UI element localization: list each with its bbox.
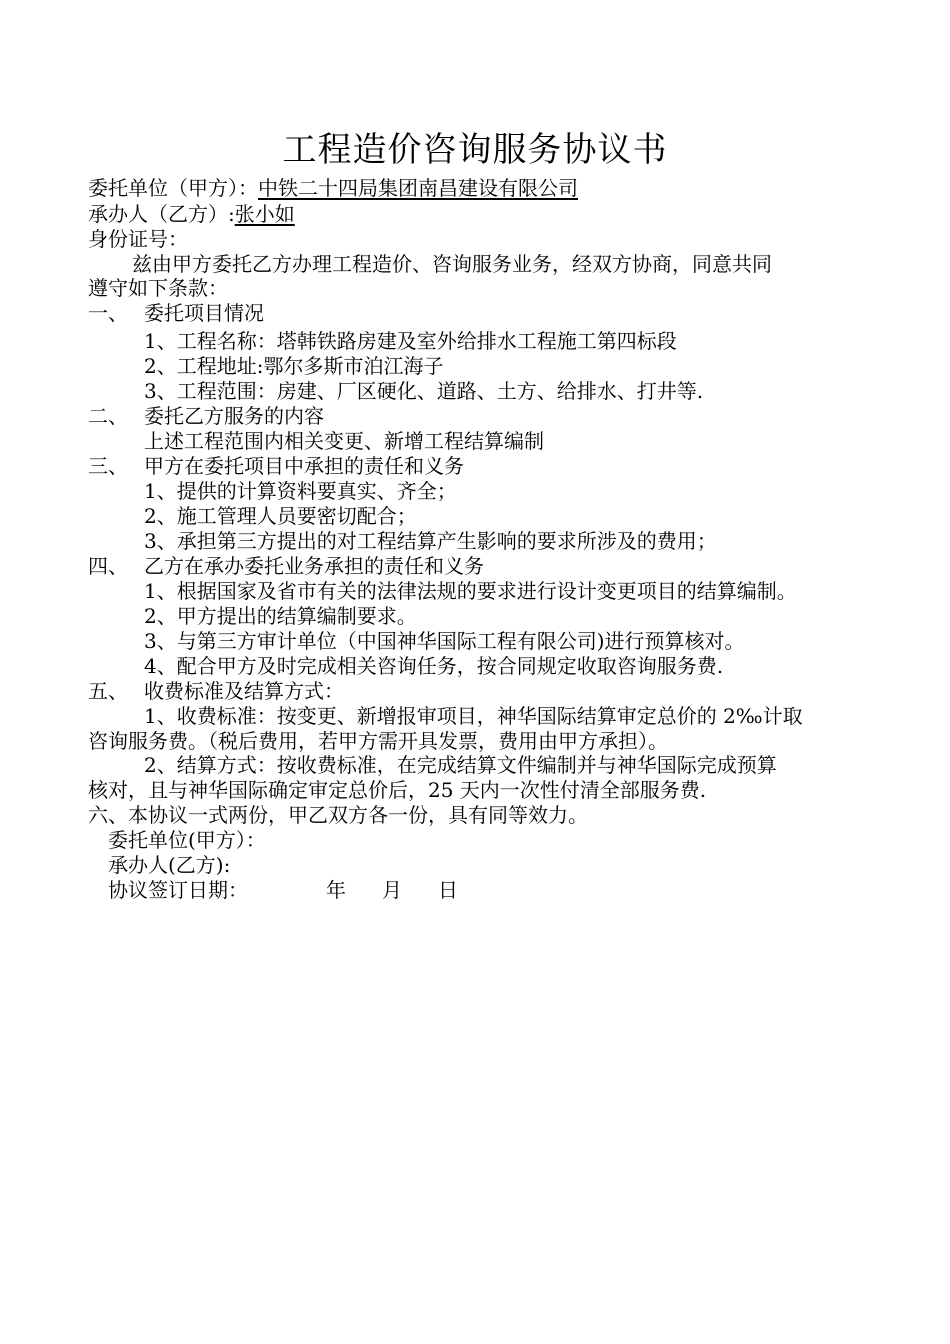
section-3-item-1: 1、提供的计算资料要真实、齐全； (144, 479, 457, 503)
section-5-number: 五、 (88, 679, 128, 703)
date-year: 年 (326, 878, 346, 902)
fee-standard-line-2: 咨询服务费。（税后费用，若甲方需开具发票，费用由甲方承担）。 (88, 729, 668, 753)
client-label: 委托单位（甲方）： (88, 176, 258, 200)
section-1-heading (88, 301, 264, 325)
signature-date-label: 协议签订日期： (108, 878, 248, 902)
section-4-number: 四、 (88, 554, 128, 578)
contractor-label: 承办人（乙方）: (88, 202, 235, 226)
intro-line-1: 兹由甲方委托乙方办理工程造价、咨询服务业务，经双方协商，同意共同 (132, 252, 772, 276)
id-number-line: 身份证号： (88, 227, 188, 251)
date-month: 月 (382, 878, 402, 902)
contractor-name: 张小如 (234, 202, 295, 226)
section-4-item-2: 2、甲方提出的结算编制要求。 (144, 604, 417, 628)
section-2-item-1: 上述工程范围内相关变更、新增工程结算编制 (144, 429, 544, 453)
section-4-item-1: 1、根据国家及省市有关的法律法规的要求进行设计变更项目的结算编制。 (144, 579, 797, 603)
signature-date-line (108, 878, 458, 902)
section-5-title: 收费标准及结算方式： (144, 679, 344, 703)
settlement-line-2: 核对，且与神华国际确定审定总价后，25 天内一次性付清全部服务费. (88, 778, 707, 802)
section-1-item-3: 3、工程范围：房建、厂区硬化、道路、土方、给排水、打井等. (144, 379, 704, 403)
section-1-title: 委托项目情况 (144, 301, 264, 325)
section-3-heading (88, 454, 464, 478)
section-5-heading (88, 679, 344, 703)
section-3-title: 甲方在委托项目中承担的责任和义务 (144, 454, 464, 478)
section-4-title: 乙方在承办委托业务承担的责任和义务 (144, 554, 484, 578)
section-2-number: 二、 (88, 404, 128, 428)
section-3-number: 三、 (88, 454, 128, 478)
settlement-line-1: 2、结算方式：按收费标准，在完成结算文件编制并与神华国际完成预算 (144, 753, 777, 777)
section-6-text: 六、本协议一式两份，甲乙双方各一份，具有同等效力。 (88, 803, 588, 827)
section-3-item-3: 3、承担第三方提出的对工程结算产生影响的要求所涉及的费用； (144, 529, 717, 553)
section-2-title: 委托乙方服务的内容 (144, 404, 324, 428)
intro-line-2: 遵守如下条款： (88, 276, 228, 300)
signature-contractor: 承办人(乙方): (108, 853, 231, 877)
client-name: 中铁二十四局集团南昌建设有限公司 (258, 176, 578, 200)
section-3-item-2: 2、施工管理人员要密切配合； (144, 504, 417, 528)
contractor-line (88, 202, 295, 226)
section-4-item-3: 3、与第三方审计单位（中国神华国际工程有限公司)进行预算核对。 (144, 629, 745, 653)
fee-standard-line-1: 1、收费标准：按变更、新增报审项目，神华国际结算审定总价的 2‰计取 (144, 704, 803, 728)
section-4-heading (88, 554, 484, 578)
section-1-number: 一、 (88, 301, 128, 325)
client-line (88, 176, 578, 200)
section-1-item-1: 1、工程名称：塔韩铁路房建及室外给排水工程施工第四标段 (144, 329, 677, 353)
section-4-item-4: 4、配合甲方及时完成相关咨询任务，按合同规定收取咨询服务费. (144, 654, 724, 678)
section-1-item-2: 2、工程地址:鄂尔多斯市泊江海子 (144, 354, 444, 378)
date-day: 日 (438, 878, 458, 902)
document-title: 工程造价咨询服务协议书 (282, 130, 668, 170)
signature-client: 委托单位(甲方）： (108, 828, 266, 852)
section-2-heading (88, 404, 324, 428)
